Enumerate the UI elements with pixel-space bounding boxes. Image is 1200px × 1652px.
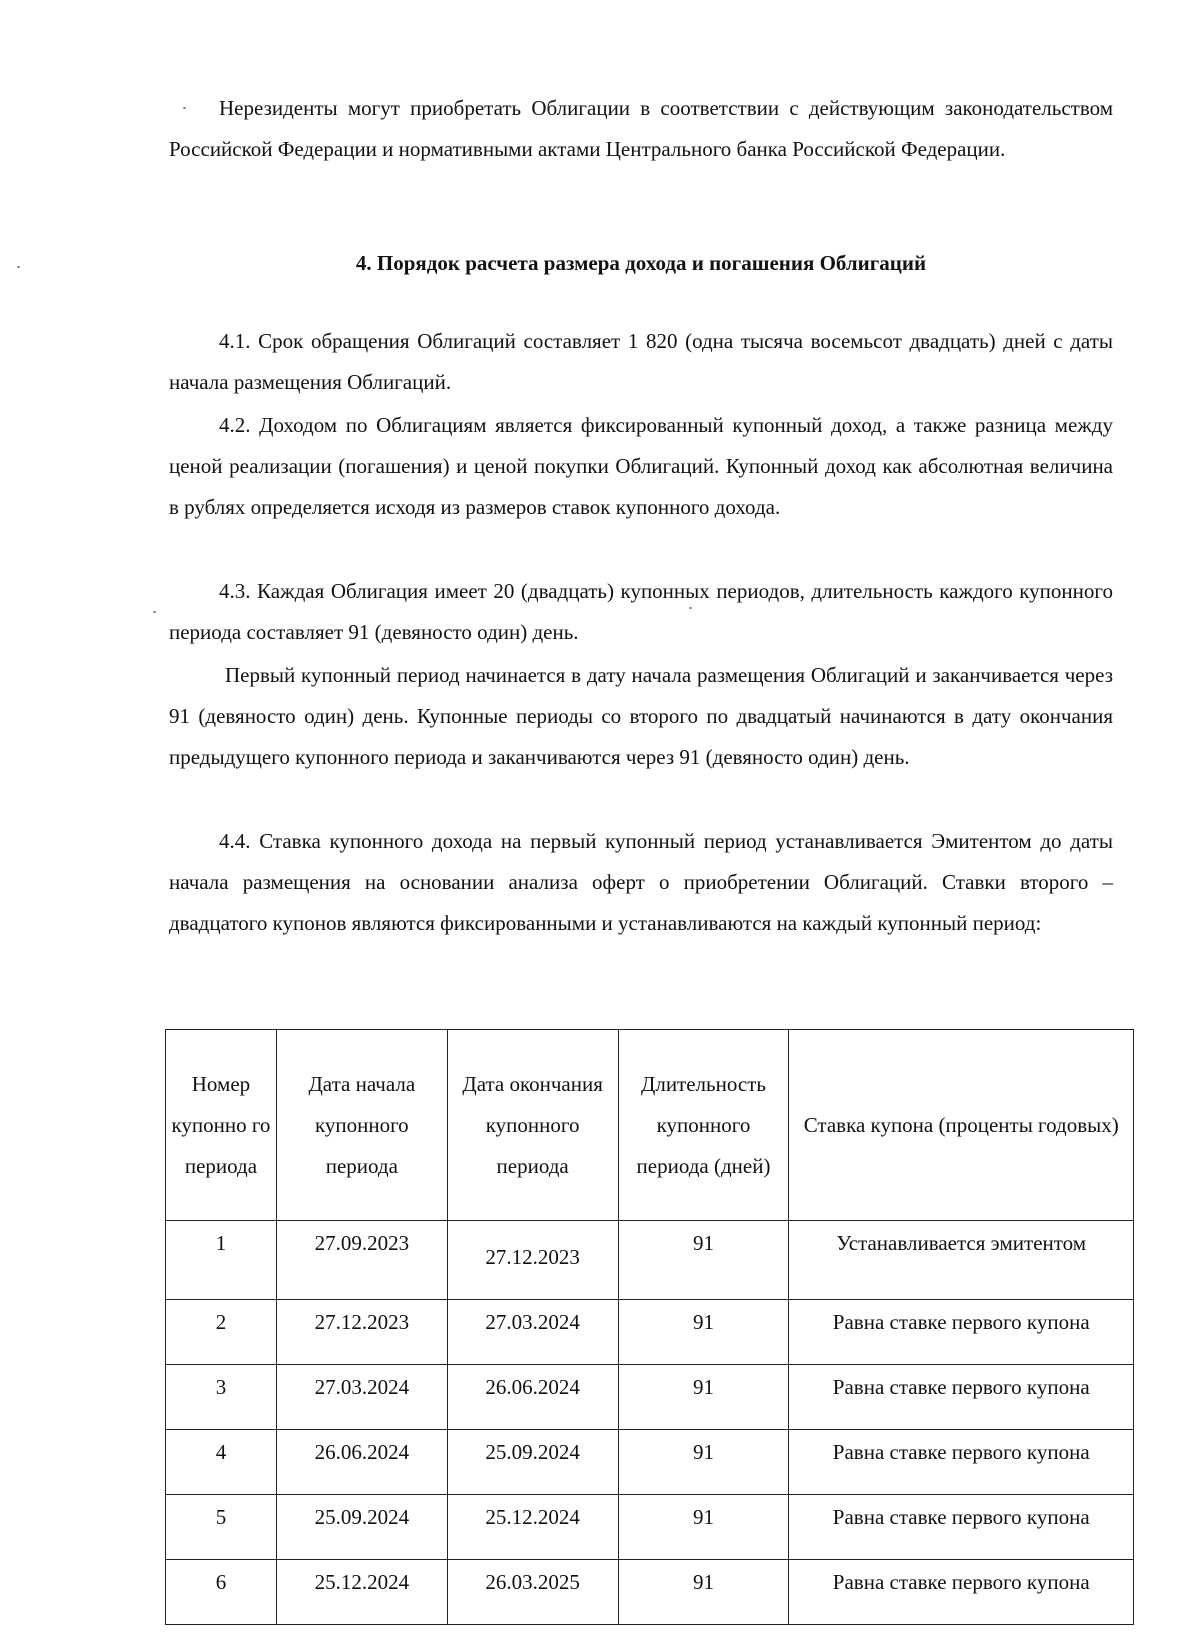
cell-coupon-rate: Равна ставке первого купона [789, 1365, 1134, 1430]
paragraph-4-4: 4.4. Ставка купонного дохода на первый купонный период устанавливается Эмитентом до даты начала размещения на основании анализа оферт о приобретении Облигаций. Ставки второго – двадцатого купонов являются фиксированными и устанавливаются на каждый купонный период: [169, 829, 1113, 935]
cell-start-date: 27.03.2024 [276, 1365, 447, 1430]
cell-period-number: 3 [166, 1365, 277, 1430]
cell-period-number: 4 [166, 1430, 277, 1495]
cell-coupon-rate: Равна ставке первого купона [789, 1560, 1134, 1625]
scan-speck [153, 611, 156, 613]
header-start-date: Дата начала купонного периода [276, 1030, 447, 1221]
cell-end-date: 27.03.2024 [447, 1300, 618, 1365]
table-row [166, 1221, 1134, 1300]
table-row [166, 1365, 1134, 1430]
cell-period-number: 6 [166, 1560, 277, 1625]
cell-coupon-rate: Равна ставке первого купона [789, 1495, 1134, 1560]
scan-speck [17, 266, 20, 268]
cell-start-date: 27.09.2023 [276, 1221, 447, 1300]
cell-duration: 91 [618, 1495, 789, 1560]
cell-end-date: 27.12.2023 [447, 1221, 618, 1300]
cell-duration: 91 [618, 1221, 789, 1300]
cell-end-date: 26.03.2025 [447, 1560, 618, 1625]
cell-coupon-rate: Равна ставке первого купона [789, 1430, 1134, 1495]
cell-coupon-rate: Устанавливается эмитентом [789, 1221, 1134, 1300]
cell-start-date: 27.12.2023 [276, 1300, 447, 1365]
cell-start-date: 25.12.2024 [276, 1560, 447, 1625]
cell-period-number: 1 [166, 1221, 277, 1300]
cell-start-date: 25.09.2024 [276, 1495, 447, 1560]
table-header-row [166, 1030, 1134, 1221]
header-duration: Длительность купонного периода (дней) [618, 1030, 789, 1221]
table-row [166, 1430, 1134, 1495]
table-row [166, 1560, 1134, 1625]
coupon-schedule-table [165, 1029, 1134, 1625]
cell-end-date: 25.09.2024 [447, 1430, 618, 1495]
cell-duration: 91 [618, 1365, 789, 1430]
paragraph-4-3: 4.3. Каждая Облигация имеет 20 (двадцать) купонных периодов, длительность каждого купонного периода составляет 91 (девяносто один) день. [169, 579, 1113, 644]
paragraph-nonresidents: Нерезиденты могут приобретать Облигации в соответствии с действующим законодательством Российской Федерации и нормативными актами Центрального банка Российской Федерации. [169, 96, 1113, 161]
cell-duration: 91 [618, 1560, 789, 1625]
header-coupon-rate: Ставка купона (проценты годовых) [789, 1030, 1134, 1221]
cell-duration: 91 [618, 1300, 789, 1365]
cell-coupon-rate: Равна ставке первого купона [789, 1300, 1134, 1365]
cell-duration: 91 [618, 1430, 789, 1495]
header-period-number: Номер купонно го периода [166, 1030, 277, 1221]
cell-start-date: 26.06.2024 [276, 1430, 447, 1495]
cell-end-date: 25.12.2024 [447, 1495, 618, 1560]
cell-end-date: 26.06.2024 [447, 1365, 618, 1430]
paragraph-first-period: Первый купонный период начинается в дату начала размещения Облигаций и заканчивается через 91 (девяносто один) день. Купонные периоды со второго по двадцатый начинаются в дату окончания предыдущего купонного периода и заканчиваются через 91 (девяносто один) день. [169, 663, 1113, 769]
section-title: 4. Порядок расчета размера дохода и погашения Облигаций [355, 251, 927, 275]
cell-period-number: 5 [166, 1495, 277, 1560]
paragraph-4-1: 4.1. Срок обращения Облигаций составляет 1 820 (одна тысяча восемьсот двадцать) дней с даты начала размещения Облигаций. [169, 329, 1113, 394]
table-row [166, 1300, 1134, 1365]
header-end-date: Дата окончания купонного периода [447, 1030, 618, 1221]
paragraph-4-2: 4.2. Доходом по Облигациям является фиксированный купонный доход, а также разница между ценой реализации (погашения) и ценой покупки Облигаций. Купонный доход как абсолютная величина в рублях определяется исходя из размеров ставок купонного дохода. [169, 413, 1113, 519]
table-row [166, 1495, 1134, 1560]
cell-period-number: 2 [166, 1300, 277, 1365]
